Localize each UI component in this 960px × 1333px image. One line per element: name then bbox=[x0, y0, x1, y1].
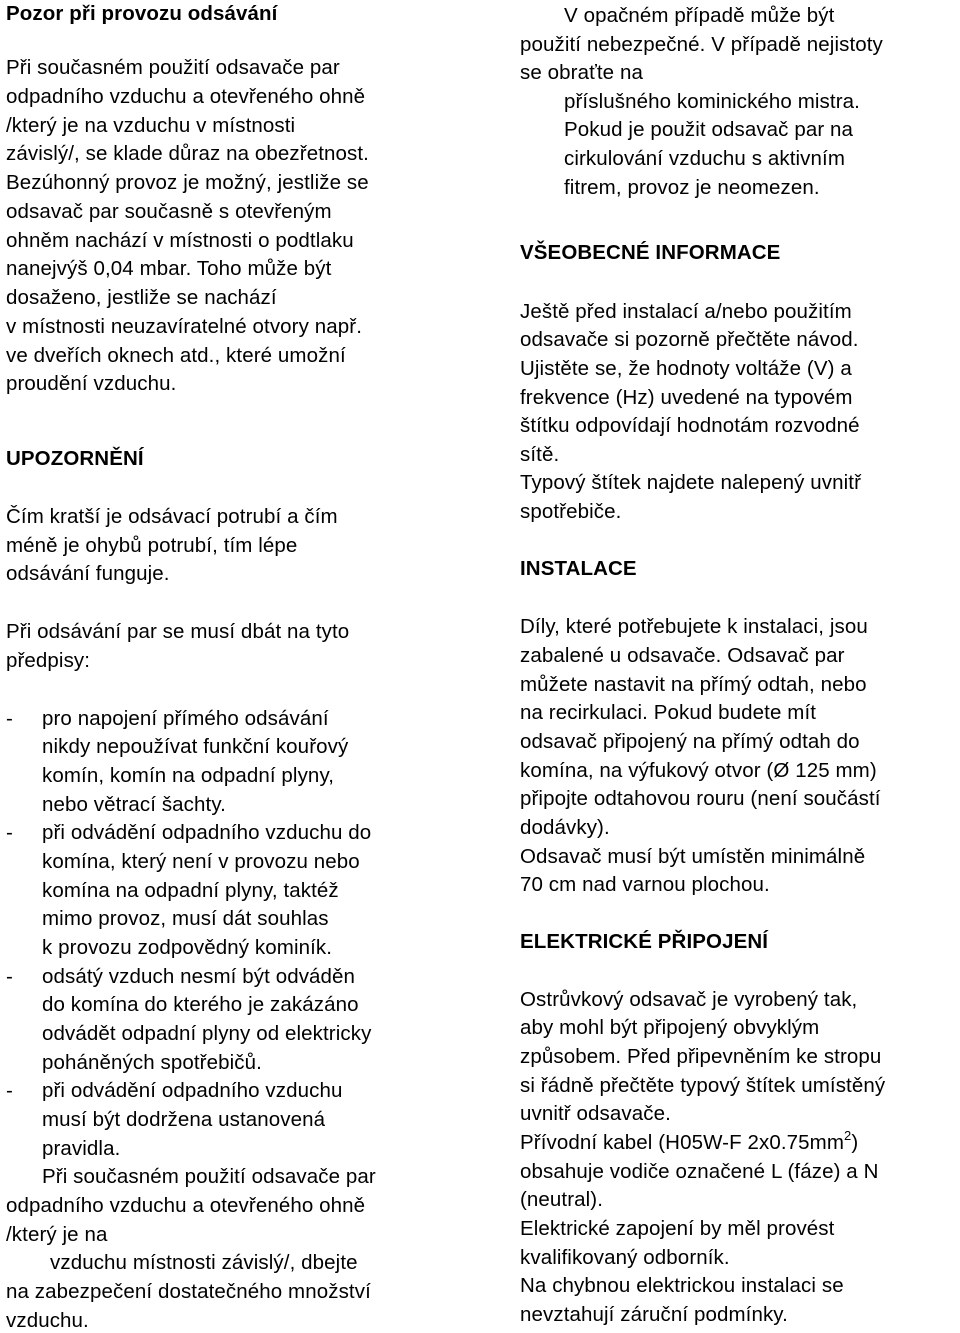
section-heading-installation: INSTALACE bbox=[520, 557, 637, 580]
text-line: Odsavač musí být umístěn minimálně bbox=[520, 845, 866, 868]
text-line: na recirkulaci. Pokud budete mít bbox=[520, 701, 817, 724]
text-line: uvnitř odsavače. bbox=[520, 1102, 671, 1125]
text-line: komína, na výfukový otvor (Ø 125 mm) bbox=[520, 759, 877, 782]
text-line: odpadního vzduchu a otevřeného ohně bbox=[6, 85, 366, 108]
superscript: 2 bbox=[844, 1128, 852, 1144]
text-line: Elektrické zapojení by měl provést bbox=[520, 1217, 835, 1240]
text-line: Typový štítek najdete nalepený uvnitř bbox=[520, 471, 862, 494]
cable-spec-text: Přívodní kabel (H05W-F 2x0.75mm bbox=[520, 1131, 845, 1154]
cable-spec-line bbox=[520, 1128, 859, 1155]
list-dash: - bbox=[6, 965, 13, 988]
text-line: odpadního vzduchu a otevřeného ohně bbox=[6, 1194, 366, 1217]
text-line: cirkulování vzduchu s aktivním bbox=[564, 147, 846, 170]
cable-spec-close: ) bbox=[851, 1131, 859, 1154]
text-line: Při současném použití odsavače par bbox=[6, 56, 340, 79]
text-line: /který je na bbox=[6, 1223, 108, 1246]
text-line: Při odsávání par se musí dbát na tyto bbox=[6, 620, 350, 643]
text-line: použití nebezpečné. V případě nejistoty bbox=[520, 33, 883, 56]
list-item-line: při odvádění odpadního vzduchu bbox=[42, 1079, 343, 1102]
text-line: můžete nastavit na přímý odtah, nebo bbox=[520, 673, 867, 696]
text-line: se obraťte na bbox=[520, 61, 643, 84]
text-line: ohněm nachází v místnosti o podtlaku bbox=[6, 229, 354, 252]
list-item-line: pravidla. bbox=[42, 1137, 121, 1160]
text-line: V opačném případě může být bbox=[564, 4, 835, 27]
text-line: odsavače si pozorně přečtěte návod. bbox=[520, 328, 859, 351]
text-line: Bezúhonný provoz je možný, jestliže se bbox=[6, 171, 369, 194]
section-heading-warning: UPOZORNĚNÍ bbox=[6, 447, 144, 470]
text-line: frekvence (Hz) uvedené na typovém bbox=[520, 386, 853, 409]
list-item-line: komína, který není v provozu nebo bbox=[42, 850, 360, 873]
text-line: 70 cm nad varnou plochou. bbox=[520, 873, 770, 896]
list-item-line: odvádět odpadní plyny od elektricky bbox=[42, 1022, 372, 1045]
list-item-line: pro napojení přímého odsávání bbox=[42, 707, 329, 730]
text-line: Ještě před instalací a/nebo použitím bbox=[520, 300, 852, 323]
text-line: štítku odpovídají hodnotám rozvodné bbox=[520, 414, 860, 437]
text-line: Ujistěte se, že hodnoty voltáže (V) a bbox=[520, 357, 852, 380]
text-line: ve dveřích oknech atd., které umožní bbox=[6, 344, 346, 367]
text-line: odsávání funguje. bbox=[6, 562, 170, 585]
text-line: (neutral). bbox=[520, 1188, 604, 1211]
list-item-line: do komína do kterého je zakázáno bbox=[42, 993, 359, 1016]
text-line: spotřebiče. bbox=[520, 500, 622, 523]
text-line: odsavač par současně s otevřeným bbox=[6, 200, 332, 223]
text-line: fitrem, provoz je neomezen. bbox=[564, 176, 820, 199]
list-item-line: musí být dodržena ustanovená bbox=[42, 1108, 326, 1131]
text-line: vzduchu. bbox=[6, 1309, 89, 1332]
list-dash: - bbox=[6, 707, 13, 730]
section-heading-operation-warning: Pozor při provozu odsávání bbox=[6, 2, 278, 25]
text-line: méně je ohybů potrubí, tím lépe bbox=[6, 534, 298, 557]
text-line: /který je na vzduchu v místnosti bbox=[6, 114, 296, 137]
section-heading-electrical-connection: ELEKTRICKÉ PŘIPOJENÍ bbox=[520, 930, 769, 953]
text-line: dodávky). bbox=[520, 816, 610, 839]
list-dash: - bbox=[6, 821, 13, 844]
list-item-line: při odvádění odpadního vzduchu do bbox=[42, 821, 372, 844]
text-line: odsavač připojený na přímý odtah do bbox=[520, 730, 860, 753]
text-line: si řádně přečtěte typový štítek umístěný bbox=[520, 1074, 886, 1097]
text-line: na zabezpečení dostatečného množství bbox=[6, 1280, 371, 1303]
text-line: dosaženo, jestliže se nachází bbox=[6, 286, 277, 309]
text-line: zabalené u odsavače. Odsavač par bbox=[520, 644, 845, 667]
list-item-line: komín, komín na odpadní plyny, bbox=[42, 764, 335, 787]
list-item-line: nikdy nepoužívat funkční kouřový bbox=[42, 735, 349, 758]
text-line: Pokud je použit odsavač par na bbox=[564, 118, 854, 141]
list-item-line: mimo provoz, musí dát souhlas bbox=[42, 907, 329, 930]
text-line: předpisy: bbox=[6, 649, 91, 672]
list-item-line: nebo větrací šachty. bbox=[42, 793, 226, 816]
list-dash: - bbox=[6, 1079, 13, 1102]
text-line: obsahuje vodiče označené L (fáze) a N bbox=[520, 1160, 879, 1183]
text-line: Při současném použití odsavače par bbox=[42, 1165, 376, 1188]
text-line: závislý/, se klade důraz na obezřetnost. bbox=[6, 142, 369, 165]
text-line: Na chybnou elektrickou instalaci se bbox=[520, 1274, 844, 1297]
text-line: připojte odtahovou rouru (není součástí bbox=[520, 787, 881, 810]
list-item-line: k provozu zodpovědný kominík. bbox=[42, 936, 333, 959]
text-line: vzduchu místnosti závislý/, dbejte bbox=[50, 1251, 358, 1274]
text-line: v místnosti neuzavíratelné otvory např. bbox=[6, 315, 362, 338]
list-item-line: odsátý vzduch nesmí být odváděn bbox=[42, 965, 356, 988]
text-line: sítě. bbox=[520, 443, 560, 466]
text-line: Čím kratší je odsávací potrubí a čím bbox=[6, 505, 338, 528]
text-line: způsobem. Před připevněním ke stropu bbox=[520, 1045, 882, 1068]
text-line: nanejvýš 0,04 mbar. Toho může být bbox=[6, 257, 332, 280]
text-line: příslušného kominického mistra. bbox=[564, 90, 860, 113]
section-heading-general-info: VŠEOBECNÉ INFORMACE bbox=[520, 241, 781, 264]
list-item-line: poháněných spotřebičů. bbox=[42, 1051, 262, 1074]
text-line: Díly, které potřebujete k instalaci, jsou bbox=[520, 615, 868, 638]
text-line: Ostrůvkový odsavač je vyrobený tak, bbox=[520, 988, 858, 1011]
text-line: kvalifikovaný odborník. bbox=[520, 1246, 730, 1269]
list-item-line: komína na odpadní plyny, taktéž bbox=[42, 879, 339, 902]
text-line: proudění vzduchu. bbox=[6, 372, 177, 395]
text-line: aby mohl být připojený obvyklým bbox=[520, 1016, 820, 1039]
text-line: nevztahují záruční podmínky. bbox=[520, 1303, 788, 1326]
